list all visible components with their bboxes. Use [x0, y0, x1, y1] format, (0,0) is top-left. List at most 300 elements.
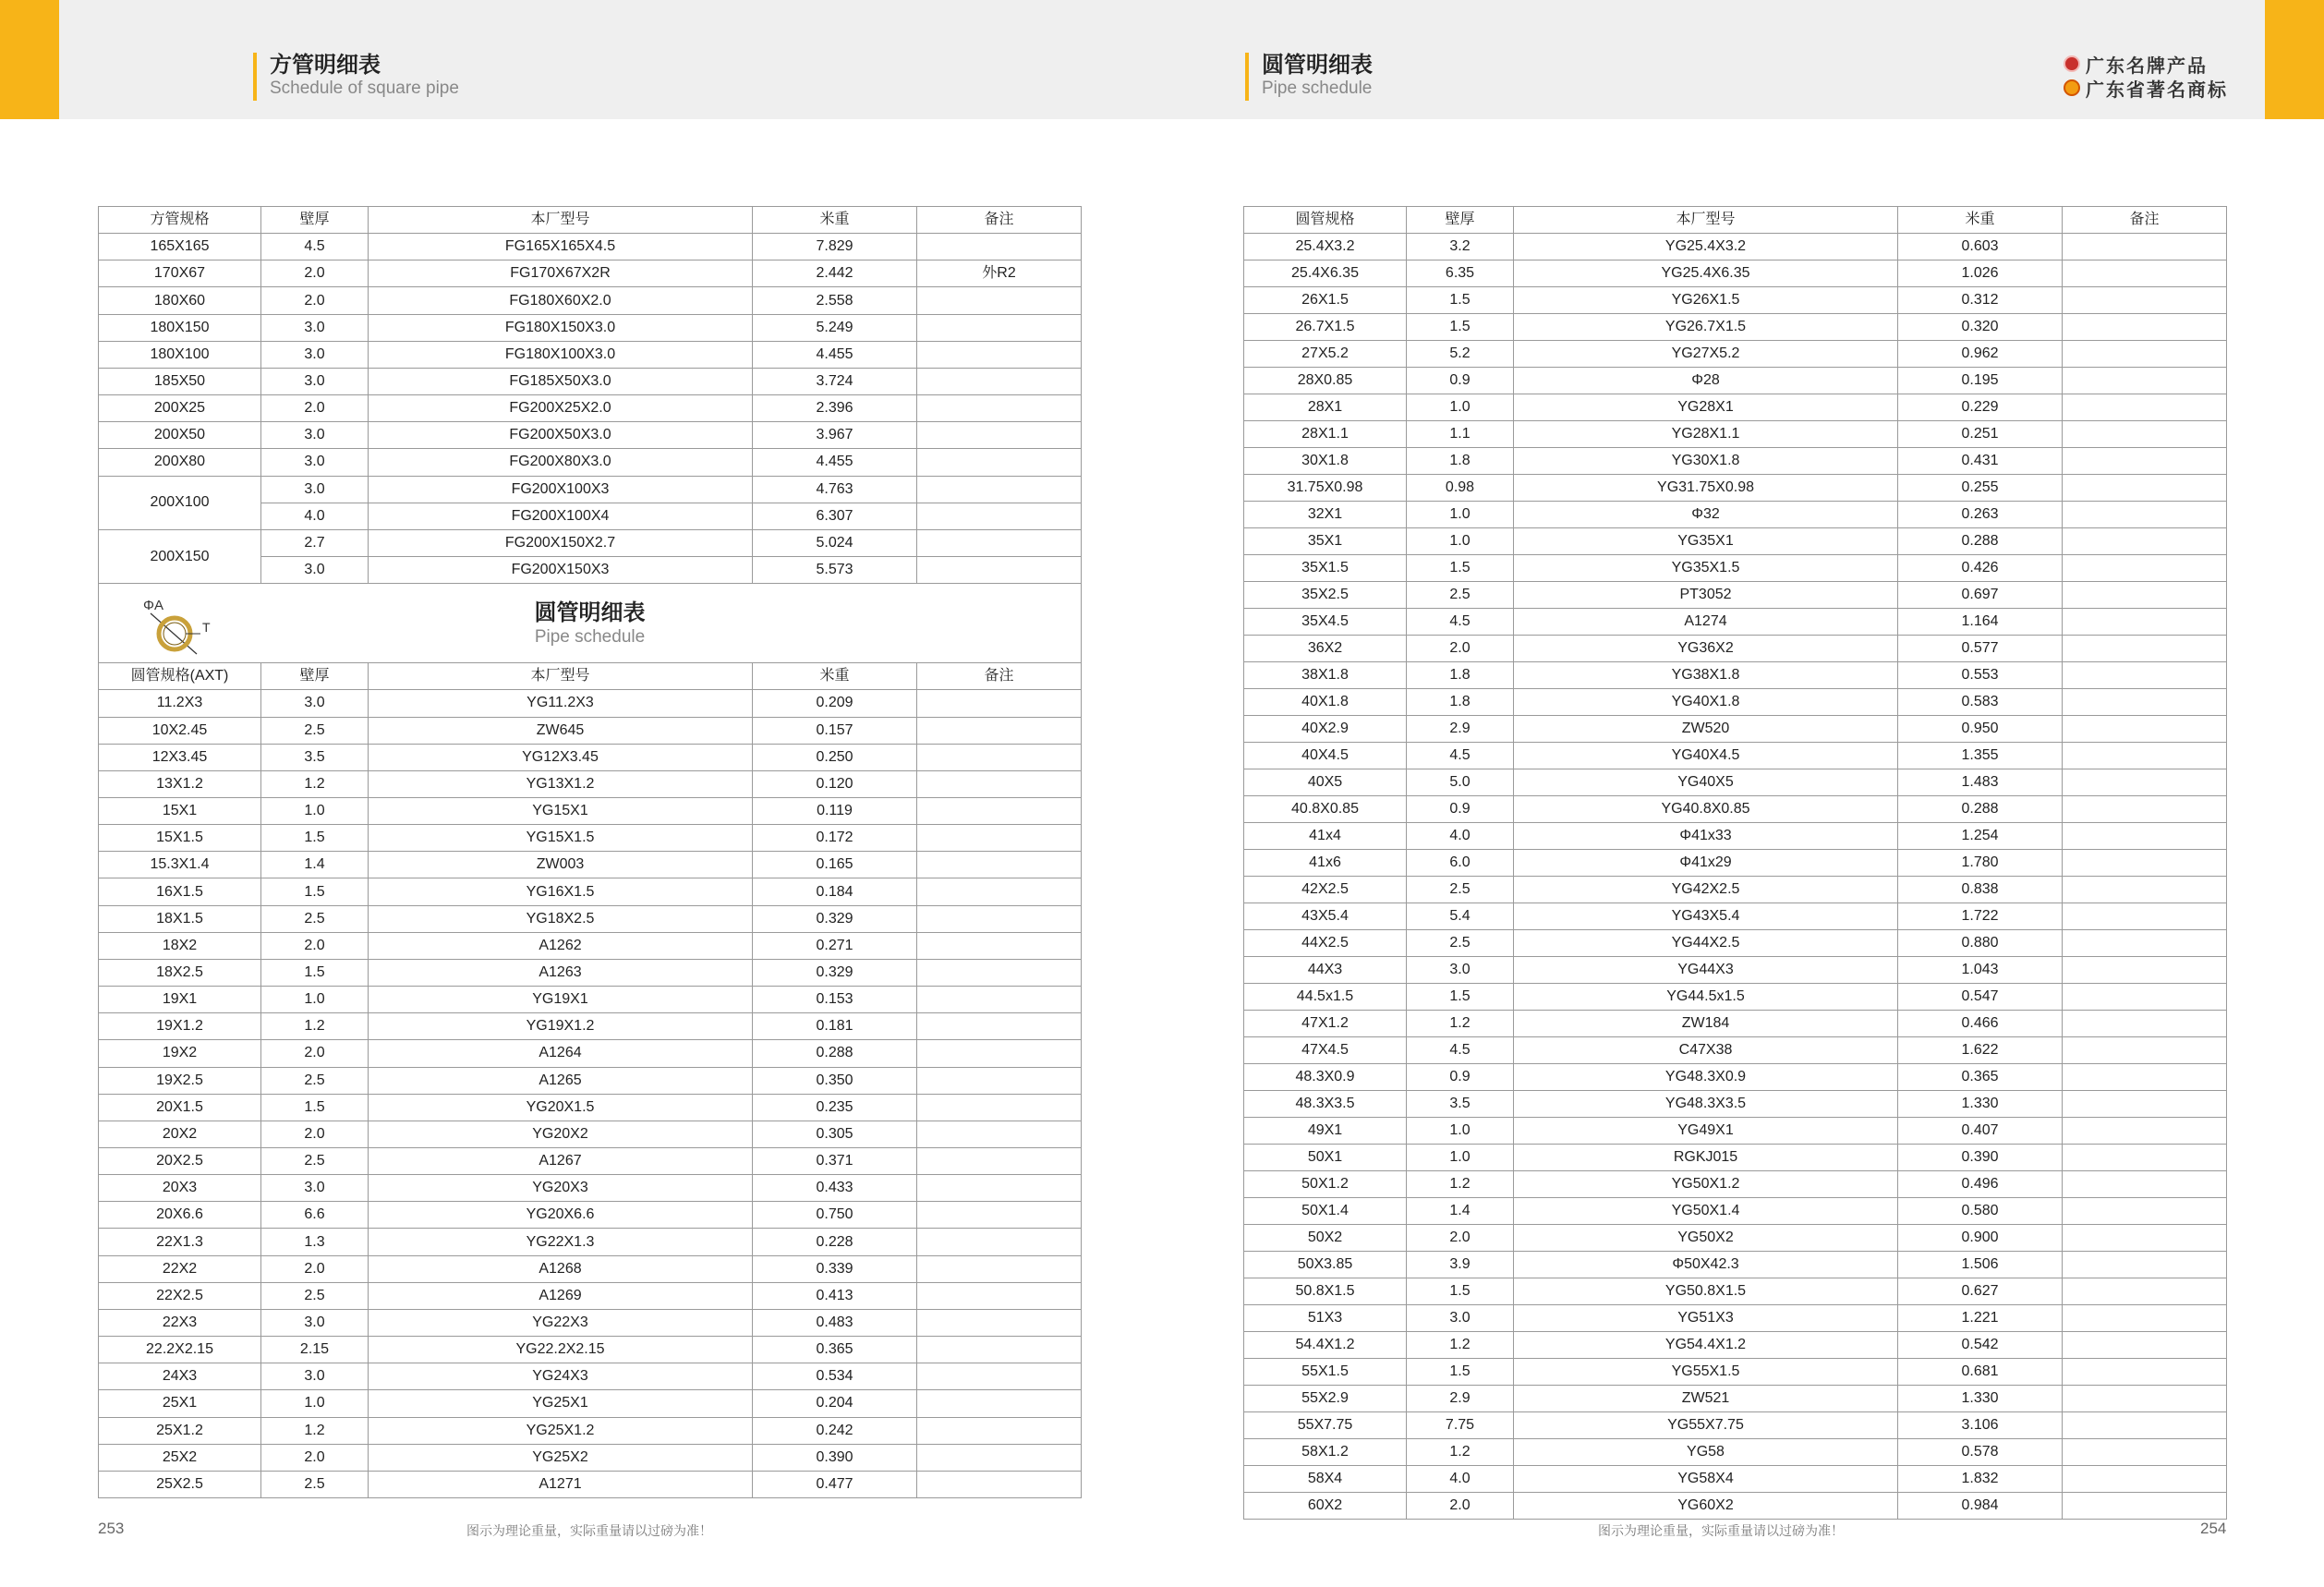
- header-cell: 米重: [1898, 207, 2063, 234]
- spec-cell: 15.3X1.4: [99, 852, 261, 878]
- thickness-cell: 1.5: [1407, 984, 1514, 1011]
- weight-cell: 6.307: [753, 503, 917, 529]
- weight-cell: 0.165: [753, 852, 917, 878]
- thickness-cell: 1.3: [261, 1229, 369, 1255]
- weight-cell: 0.431: [1898, 448, 2063, 475]
- spec-cell: 28X0.85: [1244, 368, 1407, 394]
- weight-cell: 0.229: [1898, 394, 2063, 421]
- note-cell: [917, 1229, 1082, 1255]
- round-pipe-table: [1243, 206, 2227, 1520]
- spec-cell: 22.2X2.15: [99, 1337, 261, 1363]
- table-row: [1244, 1118, 2227, 1145]
- model-cell: YG19X1: [369, 987, 753, 1013]
- model-cell: YG11.2X3: [369, 690, 753, 717]
- model-cell: FG200X80X3.0: [369, 449, 753, 476]
- table-row: [1244, 1037, 2227, 1064]
- table-row: [1244, 636, 2227, 662]
- model-cell: FG170X67X2R: [369, 260, 753, 287]
- weight-cell: 1.330: [1898, 1091, 2063, 1118]
- thickness-cell: 4.5: [1407, 743, 1514, 769]
- table-row: [1244, 1091, 2227, 1118]
- model-cell: FG200X50X3.0: [369, 422, 753, 449]
- note-cell: [917, 1202, 1082, 1229]
- note-cell: [917, 987, 1082, 1013]
- weight-cell: 0.250: [753, 744, 917, 770]
- thickness-cell: 3.0: [1407, 957, 1514, 984]
- weight-cell: 0.320: [1898, 314, 2063, 341]
- left-title-cn: 方管明细表: [270, 53, 381, 78]
- weight-cell: 0.577: [1898, 636, 2063, 662]
- thickness-cell: 1.5: [1407, 555, 1514, 582]
- thickness-cell: 3.0: [261, 341, 369, 368]
- spec-cell: 180X150: [99, 314, 261, 341]
- spec-cell: 180X100: [99, 341, 261, 368]
- model-cell: YG26.7X1.5: [1514, 314, 1898, 341]
- header-cell: 本厂型号: [369, 663, 753, 690]
- table-row: [99, 1417, 1082, 1444]
- table-row: [99, 287, 1082, 314]
- note-cell: [917, 1309, 1082, 1336]
- thickness-cell: 1.8: [1407, 662, 1514, 689]
- model-cell: YG22X1.3: [369, 1229, 753, 1255]
- weight-cell: 0.603: [1898, 234, 2063, 260]
- table-row: [99, 1390, 1082, 1417]
- model-cell: YG48.3X3.5: [1514, 1091, 1898, 1118]
- weight-cell: 0.433: [753, 1175, 917, 1202]
- table-row: [1244, 1252, 2227, 1278]
- table-row: [1244, 1466, 2227, 1493]
- table-row: [1244, 984, 2227, 1011]
- table-row: [99, 717, 1082, 744]
- left-footer-note: 图示为理论重量，实际重量请以过磅为准！: [466, 1523, 712, 1538]
- note-cell: [2063, 743, 2227, 769]
- weight-cell: 0.466: [1898, 1011, 2063, 1037]
- note-cell: [917, 905, 1082, 932]
- weight-cell: 0.477: [753, 1471, 917, 1497]
- weight-cell: 0.329: [753, 959, 917, 986]
- note-cell: [917, 932, 1082, 959]
- table-row: [99, 368, 1082, 394]
- table-row: [1244, 689, 2227, 716]
- brand-line-2: [2064, 76, 2228, 100]
- model-cell: YG19X1.2: [369, 1013, 753, 1040]
- note-cell: [2063, 260, 2227, 287]
- header-cell: 壁厚: [1407, 207, 1514, 234]
- spec-cell: 43X5.4: [1244, 903, 1407, 930]
- table-row: [1244, 1145, 2227, 1171]
- table-header-row: [99, 663, 1082, 690]
- model-cell: A1268: [369, 1255, 753, 1282]
- thickness-cell: 1.5: [1407, 1359, 1514, 1386]
- model-cell: YG40.8X0.85: [1514, 796, 1898, 823]
- weight-cell: 0.534: [753, 1363, 917, 1390]
- spec-cell: 200X80: [99, 449, 261, 476]
- note-cell: [2063, 1225, 2227, 1252]
- thickness-cell: 2.5: [261, 1282, 369, 1309]
- header-cell: 壁厚: [261, 207, 369, 234]
- note-cell: [917, 449, 1082, 476]
- note-cell: [917, 395, 1082, 422]
- table-row: [99, 1471, 1082, 1497]
- table-row: [1244, 1332, 2227, 1359]
- model-cell: YG25.4X6.35: [1514, 260, 1898, 287]
- note-cell: [2063, 1332, 2227, 1359]
- model-cell: YG43X5.4: [1514, 903, 1898, 930]
- note-cell: [2063, 1118, 2227, 1145]
- spec-cell: 19X2.5: [99, 1067, 261, 1094]
- thickness-cell: 3.0: [261, 449, 369, 476]
- spec-cell: 20X1.5: [99, 1094, 261, 1121]
- model-cell: YG44.5x1.5: [1514, 984, 1898, 1011]
- table-row: [1244, 394, 2227, 421]
- note-cell: [917, 1255, 1082, 1282]
- weight-cell: 2.442: [753, 260, 917, 287]
- round-subtitle-en: Pipe schedule: [534, 626, 646, 647]
- spec-cell: 15X1: [99, 797, 261, 824]
- model-cell: RGKJ015: [1514, 1145, 1898, 1171]
- spec-cell: 24X3: [99, 1363, 261, 1390]
- table-row: [1244, 1359, 2227, 1386]
- weight-cell: 0.288: [753, 1040, 917, 1067]
- spec-cell: 36X2: [1244, 636, 1407, 662]
- spec-cell: 48.3X0.9: [1244, 1064, 1407, 1091]
- spec-cell: 35X4.5: [1244, 609, 1407, 636]
- model-cell: YG25X1.2: [369, 1417, 753, 1444]
- table-row: [99, 260, 1082, 287]
- table-row: [99, 959, 1082, 986]
- note-cell: [917, 1013, 1082, 1040]
- note-cell: [917, 476, 1082, 503]
- weight-cell: 0.371: [753, 1148, 917, 1175]
- table-row: [1244, 528, 2227, 555]
- thickness-cell: 3.0: [261, 476, 369, 503]
- spec-cell: 18X1.5: [99, 905, 261, 932]
- thickness-cell: 5.4: [1407, 903, 1514, 930]
- spec-cell: 19X1.2: [99, 1013, 261, 1040]
- header-cell: 备注: [917, 207, 1082, 234]
- model-cell: YG38X1.8: [1514, 662, 1898, 689]
- table-row: [99, 1040, 1082, 1067]
- note-cell: [2063, 1198, 2227, 1225]
- note-cell: [2063, 421, 2227, 448]
- model-cell: FG180X150X3.0: [369, 314, 753, 341]
- model-cell: YG35X1: [1514, 528, 1898, 555]
- spec-cell: 200X150: [99, 529, 261, 583]
- thickness-cell: 2.7: [261, 529, 369, 556]
- weight-cell: 0.120: [753, 770, 917, 797]
- model-cell: A1271: [369, 1471, 753, 1497]
- left-title-en: Schedule of square pipe: [270, 79, 459, 98]
- weight-cell: 1.622: [1898, 1037, 2063, 1064]
- weight-cell: 0.553: [1898, 662, 2063, 689]
- model-cell: YG50X1.2: [1514, 1171, 1898, 1198]
- model-cell: YG50X2: [1514, 1225, 1898, 1252]
- thickness-cell: 1.8: [1407, 689, 1514, 716]
- weight-cell: 0.426: [1898, 555, 2063, 582]
- thickness-cell: 6.35: [1407, 260, 1514, 287]
- thickness-cell: 1.5: [261, 959, 369, 986]
- model-cell: YG25.4X3.2: [1514, 234, 1898, 260]
- model-cell: A1262: [369, 932, 753, 959]
- model-cell: ZW645: [369, 717, 753, 744]
- table-row: [1244, 930, 2227, 957]
- model-cell: YG25X2: [369, 1444, 753, 1471]
- spec-cell: 50.8X1.5: [1244, 1278, 1407, 1305]
- table-row: [1244, 1171, 2227, 1198]
- thickness-cell: 3.2: [1407, 234, 1514, 260]
- weight-cell: 1.780: [1898, 850, 2063, 877]
- note-cell: [917, 368, 1082, 394]
- table-row: [99, 1255, 1082, 1282]
- model-cell: A1267: [369, 1148, 753, 1175]
- table-row: [99, 234, 1082, 260]
- weight-cell: 0.365: [753, 1337, 917, 1363]
- note-cell: [917, 1148, 1082, 1175]
- spec-cell: 20X3: [99, 1175, 261, 1202]
- thickness-cell: 2.5: [261, 1148, 369, 1175]
- note-cell: [2063, 394, 2227, 421]
- note-cell: [2063, 1359, 2227, 1386]
- model-cell: YG24X3: [369, 1363, 753, 1390]
- weight-cell: 0.880: [1898, 930, 2063, 957]
- note-cell: [2063, 502, 2227, 528]
- weight-cell: 0.312: [1898, 287, 2063, 314]
- note-cell: [917, 690, 1082, 717]
- spec-cell: 48.3X3.5: [1244, 1091, 1407, 1118]
- note-cell: [2063, 1466, 2227, 1493]
- weight-cell: 3.724: [753, 368, 917, 394]
- table-row: [1244, 448, 2227, 475]
- thickness-cell: 0.9: [1407, 1064, 1514, 1091]
- table-row: [99, 314, 1082, 341]
- table-row: [99, 1094, 1082, 1121]
- table-row: [1244, 1064, 2227, 1091]
- table-row: [99, 932, 1082, 959]
- thickness-cell: 3.0: [261, 368, 369, 394]
- weight-cell: 0.339: [753, 1255, 917, 1282]
- note-cell: [2063, 984, 2227, 1011]
- spec-cell: 200X100: [99, 476, 261, 529]
- header-cell: 壁厚: [261, 663, 369, 690]
- model-cell: YG54.4X1.2: [1514, 1332, 1898, 1359]
- spec-cell: 50X2: [1244, 1225, 1407, 1252]
- note-cell: [2063, 1145, 2227, 1171]
- weight-cell: 5.249: [753, 314, 917, 341]
- brand-line-1-text: 广东名牌产品: [2086, 55, 2208, 77]
- note-cell: 外R2: [917, 260, 1082, 287]
- spec-cell: 44.5x1.5: [1244, 984, 1407, 1011]
- note-cell: [2063, 957, 2227, 984]
- thickness-cell: 1.0: [261, 797, 369, 824]
- spec-cell: 19X1: [99, 987, 261, 1013]
- spec-cell: 22X1.3: [99, 1229, 261, 1255]
- weight-cell: 1.026: [1898, 260, 2063, 287]
- table-row: [99, 1309, 1082, 1336]
- thickness-cell: 1.0: [1407, 1118, 1514, 1145]
- thickness-cell: 0.9: [1407, 796, 1514, 823]
- note-cell: [917, 557, 1082, 584]
- spec-cell: 25X1.2: [99, 1417, 261, 1444]
- right-title-en: Pipe schedule: [1262, 79, 1373, 98]
- table-row: [99, 1444, 1082, 1471]
- right-title-cn: 圆管明细表: [1262, 53, 1373, 78]
- spec-cell: 10X2.45: [99, 717, 261, 744]
- model-cell: Φ41x29: [1514, 850, 1898, 877]
- thickness-cell: 4.0: [1407, 823, 1514, 850]
- thickness-cell: 1.5: [1407, 1278, 1514, 1305]
- left-page-number: 253: [98, 1520, 125, 1537]
- note-cell: [2063, 1171, 2227, 1198]
- spec-cell: 38X1.8: [1244, 662, 1407, 689]
- weight-cell: 0.390: [753, 1444, 917, 1471]
- note-cell: [2063, 1305, 2227, 1332]
- table-row: [99, 825, 1082, 852]
- spec-cell: 20X6.6: [99, 1202, 261, 1229]
- model-cell: YG40X1.8: [1514, 689, 1898, 716]
- weight-cell: 0.838: [1898, 877, 2063, 903]
- weight-cell: 0.750: [753, 1202, 917, 1229]
- note-cell: [2063, 1091, 2227, 1118]
- spec-cell: 51X3: [1244, 1305, 1407, 1332]
- thickness-cell: 3.5: [261, 744, 369, 770]
- thickness-cell: 2.5: [261, 1067, 369, 1094]
- thickness-cell: 2.0: [261, 932, 369, 959]
- thickness-cell: 7.75: [1407, 1412, 1514, 1439]
- note-cell: [2063, 475, 2227, 502]
- note-cell: [2063, 609, 2227, 636]
- note-cell: [917, 1094, 1082, 1121]
- note-cell: [917, 1417, 1082, 1444]
- weight-cell: 1.330: [1898, 1386, 2063, 1412]
- weight-cell: 0.483: [753, 1309, 917, 1336]
- table-row: [1244, 582, 2227, 609]
- weight-cell: 0.329: [753, 905, 917, 932]
- spec-cell: 54.4X1.2: [1244, 1332, 1407, 1359]
- spec-cell: 40X1.8: [1244, 689, 1407, 716]
- spec-cell: 22X3: [99, 1309, 261, 1336]
- spec-cell: 50X3.85: [1244, 1252, 1407, 1278]
- table-row: [1244, 555, 2227, 582]
- note-cell: [917, 529, 1082, 556]
- header-cell: 备注: [917, 663, 1082, 690]
- thickness-cell: 2.0: [261, 1040, 369, 1067]
- thickness-cell: 1.0: [261, 1390, 369, 1417]
- weight-cell: 1.355: [1898, 743, 2063, 769]
- note-cell: [2063, 1011, 2227, 1037]
- model-cell: YG27X5.2: [1514, 341, 1898, 368]
- model-cell: YG60X2: [1514, 1493, 1898, 1520]
- model-cell: PT3052: [1514, 582, 1898, 609]
- note-cell: [917, 770, 1082, 797]
- thickness-cell: 3.0: [1407, 1305, 1514, 1332]
- table-row: [1244, 743, 2227, 769]
- table-header-row: [99, 207, 1082, 234]
- thickness-cell: 3.0: [261, 1175, 369, 1202]
- thickness-cell: 3.0: [261, 557, 369, 584]
- note-cell: [917, 1175, 1082, 1202]
- note-cell: [2063, 341, 2227, 368]
- thickness-cell: 1.0: [1407, 394, 1514, 421]
- spec-cell: 20X2.5: [99, 1148, 261, 1175]
- note-cell: [2063, 1493, 2227, 1520]
- note-cell: [2063, 903, 2227, 930]
- thickness-cell: 1.0: [261, 987, 369, 1013]
- table-row: [99, 1229, 1082, 1255]
- model-cell: YG40X5: [1514, 769, 1898, 796]
- model-cell: YG12X3.45: [369, 744, 753, 770]
- header-cell: 圆管规格: [1244, 207, 1407, 234]
- weight-cell: 0.350: [753, 1067, 917, 1094]
- thickness-cell: 5.0: [1407, 769, 1514, 796]
- table-row: [1244, 1493, 2227, 1520]
- table-row: [99, 690, 1082, 717]
- spec-cell: 25X2: [99, 1444, 261, 1471]
- thickness-cell: 1.0: [1407, 1145, 1514, 1171]
- header-cell: 本厂型号: [1514, 207, 1898, 234]
- weight-cell: 0.288: [1898, 796, 2063, 823]
- spec-cell: 44X3: [1244, 957, 1407, 984]
- weight-cell: 0.627: [1898, 1278, 2063, 1305]
- weight-cell: 0.365: [1898, 1064, 2063, 1091]
- spec-cell: 55X1.5: [1244, 1359, 1407, 1386]
- table-row: [99, 987, 1082, 1013]
- weight-cell: 0.900: [1898, 1225, 2063, 1252]
- note-cell: [917, 744, 1082, 770]
- weight-cell: 1.506: [1898, 1252, 2063, 1278]
- round-subtitle-cell: [99, 584, 1082, 663]
- spec-cell: 200X50: [99, 422, 261, 449]
- weight-cell: 0.288: [1898, 528, 2063, 555]
- spec-cell: 20X2: [99, 1121, 261, 1147]
- weight-cell: 4.763: [753, 476, 917, 503]
- spec-cell: 40X4.5: [1244, 743, 1407, 769]
- thickness-cell: 1.5: [261, 825, 369, 852]
- pipe-cross-section-icon: [136, 593, 219, 658]
- note-cell: [2063, 368, 2227, 394]
- note-cell: [917, 341, 1082, 368]
- header-cell: 备注: [2063, 207, 2227, 234]
- table-row: [99, 744, 1082, 770]
- weight-cell: 0.547: [1898, 984, 2063, 1011]
- note-cell: [2063, 1037, 2227, 1064]
- thickness-cell: 1.2: [1407, 1439, 1514, 1466]
- spec-cell: 58X4: [1244, 1466, 1407, 1493]
- weight-cell: 3.106: [1898, 1412, 2063, 1439]
- model-cell: Φ28: [1514, 368, 1898, 394]
- spec-cell: 49X1: [1244, 1118, 1407, 1145]
- table-row: [99, 1175, 1082, 1202]
- spec-cell: 40X2.9: [1244, 716, 1407, 743]
- model-cell: YG50.8X1.5: [1514, 1278, 1898, 1305]
- spec-cell: 42X2.5: [1244, 877, 1407, 903]
- model-cell: YG18X2.5: [369, 905, 753, 932]
- note-cell: [917, 1040, 1082, 1067]
- model-cell: YG40X4.5: [1514, 743, 1898, 769]
- table-row: [1244, 662, 2227, 689]
- note-cell: [917, 878, 1082, 905]
- note-cell: [2063, 287, 2227, 314]
- thickness-cell: 4.0: [261, 503, 369, 529]
- weight-cell: 1.722: [1898, 903, 2063, 930]
- note-cell: [2063, 769, 2227, 796]
- model-cell: YG16X1.5: [369, 878, 753, 905]
- table-row: [1244, 421, 2227, 448]
- weight-cell: 2.558: [753, 287, 917, 314]
- note-cell: [917, 959, 1082, 986]
- table-row: [1244, 287, 2227, 314]
- thickness-cell: 2.9: [1407, 1386, 1514, 1412]
- thickness-cell: 2.0: [1407, 1493, 1514, 1520]
